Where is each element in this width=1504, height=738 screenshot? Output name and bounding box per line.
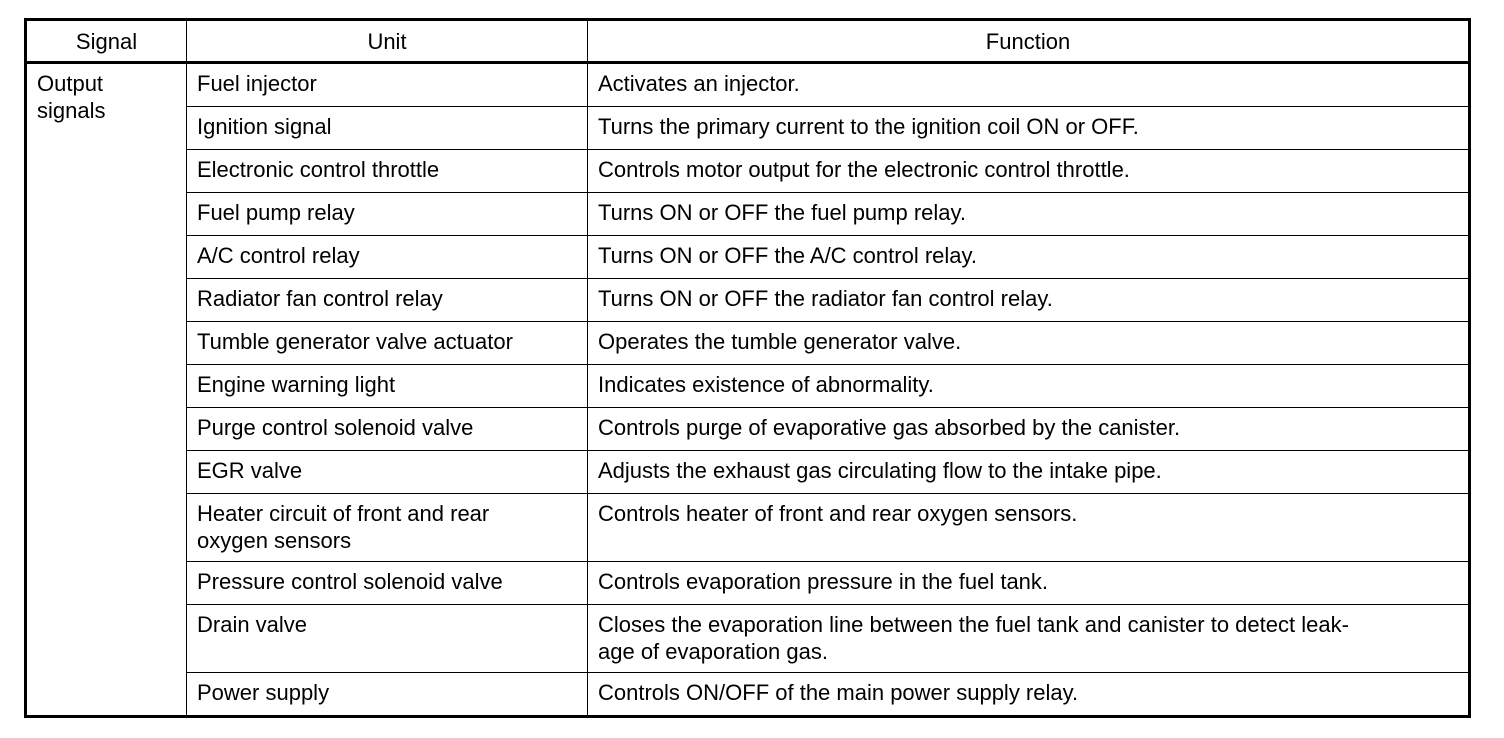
header-function: Function [588,20,1470,63]
function-cell: Activates an injector. [588,63,1470,107]
table-row [26,408,1470,451]
header-signal: Signal [26,20,187,63]
signal-group-cell: Output signals [26,63,187,717]
unit-cell: Engine warning light [187,365,588,408]
output-signals-table-container [24,18,1468,718]
unit-cell: Drain valve [187,605,588,673]
function-cell: Operates the tumble generator valve. [588,322,1470,365]
table-row [26,562,1470,605]
table-row [26,63,1470,107]
function-cell: Controls evaporation pressure in the fuel tank. [588,562,1470,605]
unit-cell: Power supply [187,673,588,717]
table-row [26,605,1470,673]
table-row [26,673,1470,717]
function-cell: Controls ON/OFF of the main power supply relay. [588,673,1470,717]
table-row [26,322,1470,365]
header-unit: Unit [187,20,588,63]
unit-cell: Fuel pump relay [187,193,588,236]
unit-cell: Tumble generator valve actuator [187,322,588,365]
table-row [26,193,1470,236]
unit-cell: Electronic control throttle [187,150,588,193]
table-row [26,279,1470,322]
function-cell: Turns ON or OFF the radiator fan control relay. [588,279,1470,322]
output-signals-table [24,18,1471,718]
unit-cell: Radiator fan control relay [187,279,588,322]
function-cell: Indicates existence of abnormality. [588,365,1470,408]
function-cell: Turns ON or OFF the fuel pump relay. [588,193,1470,236]
table-row [26,494,1470,562]
function-cell: Adjusts the exhaust gas circulating flow to the intake pipe. [588,451,1470,494]
unit-cell: Fuel injector [187,63,588,107]
unit-cell: Ignition signal [187,107,588,150]
function-cell: Closes the evaporation line between the fuel tank and canister to detect leak- age of evaporation gas. [588,605,1470,673]
unit-cell: Purge control solenoid valve [187,408,588,451]
unit-cell: A/C control relay [187,236,588,279]
table-row [26,236,1470,279]
table-row [26,365,1470,408]
table-body [26,63,1470,717]
unit-cell: EGR valve [187,451,588,494]
function-cell: Turns ON or OFF the A/C control relay. [588,236,1470,279]
unit-cell: Heater circuit of front and rear oxygen sensors [187,494,588,562]
function-cell: Controls motor output for the electronic control throttle. [588,150,1470,193]
table-row [26,150,1470,193]
function-cell: Controls purge of evaporative gas absorbed by the canister. [588,408,1470,451]
table-row [26,107,1470,150]
unit-cell: Pressure control solenoid valve [187,562,588,605]
function-cell: Turns the primary current to the ignition coil ON or OFF. [588,107,1470,150]
function-cell: Controls heater of front and rear oxygen sensors. [588,494,1470,562]
table-header-row [26,20,1470,63]
table-row [26,451,1470,494]
